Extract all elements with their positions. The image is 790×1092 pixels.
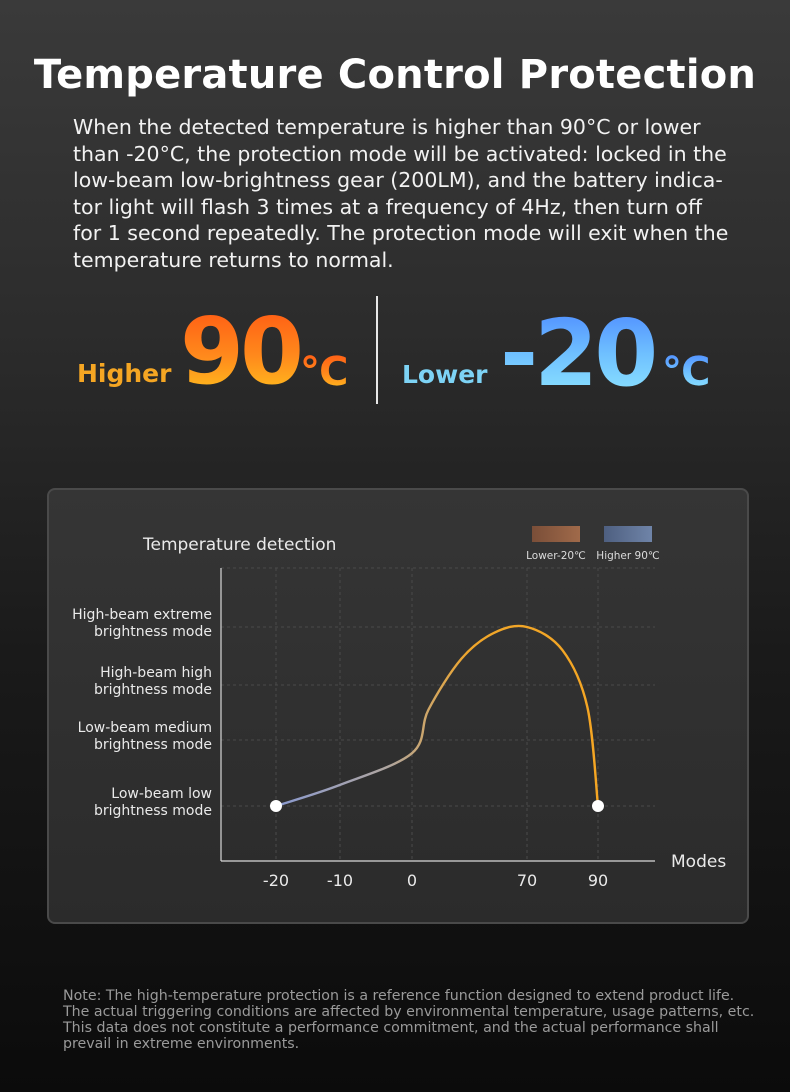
legend-swatch-lower	[532, 526, 580, 542]
chart-series	[270, 626, 604, 812]
higher-unit: ℃	[300, 349, 349, 395]
legend-label-higher: Higher 90℃	[596, 550, 660, 562]
lower-unit: ℃	[662, 349, 711, 395]
endpoint-marker	[592, 800, 604, 812]
x-axis-title: Modes	[671, 852, 727, 872]
endpoint-marker	[270, 800, 282, 812]
legend-swatch-higher	[604, 526, 652, 542]
y-tick-label: High-beam extreme brightness mode	[72, 607, 212, 640]
temperature-chart	[49, 490, 751, 926]
x-tick-label: -10	[326, 871, 354, 890]
lower-value: -20	[500, 300, 655, 407]
x-tick-label: -20	[262, 871, 290, 890]
x-tick-label: 70	[516, 871, 538, 890]
higher-label: Higher	[77, 359, 172, 388]
lower-label: Lower	[402, 360, 488, 389]
chart-panel	[47, 488, 749, 924]
page-title: Temperature Control Protection	[33, 52, 757, 98]
higher-value: 90	[180, 298, 301, 405]
temperature-thresholds	[0, 296, 790, 406]
y-tick-label: High-beam high brightness mode	[93, 665, 212, 698]
x-tick-label: 0	[406, 871, 418, 890]
threshold-divider	[376, 296, 378, 404]
legend-label-lower: Lower-20℃	[526, 550, 586, 562]
x-tick-label: 90	[587, 871, 609, 890]
description-text: When the detected temperature is higher than 90°C or lower than -20°C, the protection mode will be activated: locked in the low-beam low-brightness gear (200LM), and the battery indica-tor light will flash 3 times at a frequency of 4Hz, then turn off for 1 second repeatedly. The protection mode will exit when the temperature returns to normal.	[73, 115, 729, 272]
y-tick-label: Low-beam medium brightness mode	[77, 720, 212, 753]
temperature-curve	[276, 626, 598, 806]
disclaimer-note: Note: The high-temperature protection is a reference function designed to extend product life. The actual triggering conditions are affected by environmental temperature, usage patterns, etc. This data does not constitute a performance commitment, and the actual performance shall prevail in extreme environments.	[63, 988, 755, 1052]
y-tick-label: Low-beam low brightness mode	[93, 786, 212, 819]
chart-title: Temperature detection	[143, 535, 337, 555]
